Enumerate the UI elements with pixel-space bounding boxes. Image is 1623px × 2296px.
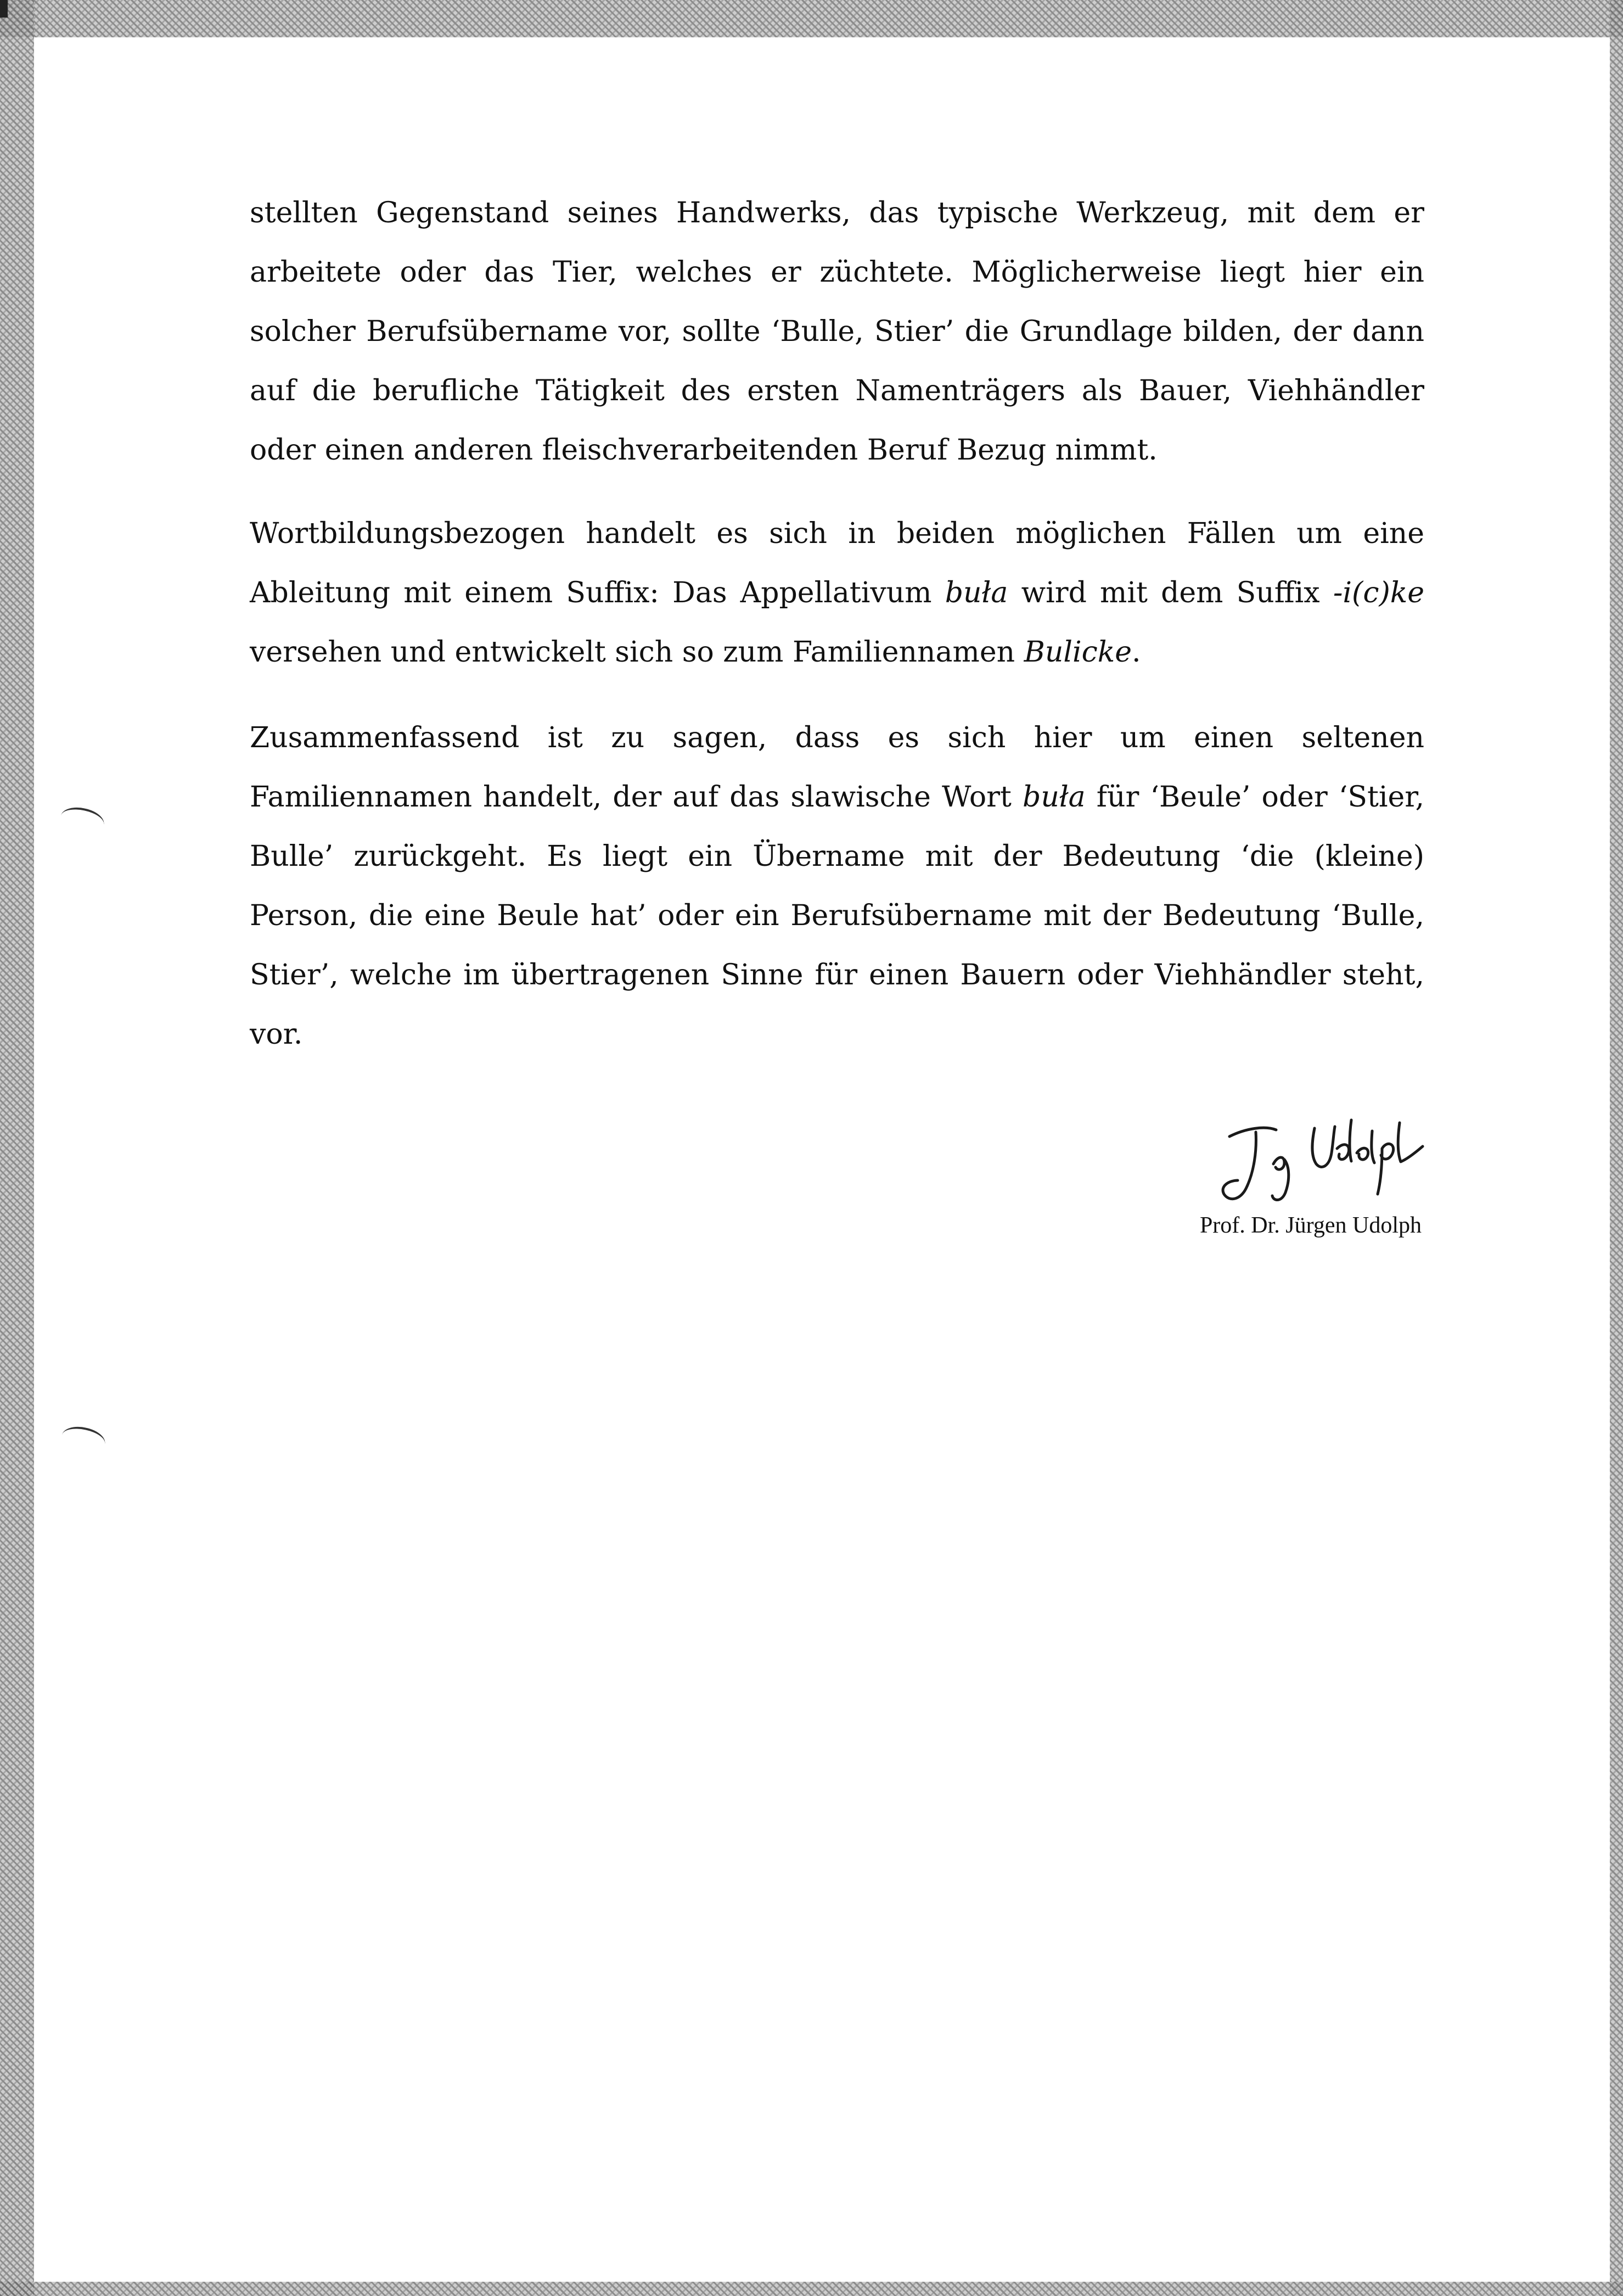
italic-term: Bulicke: [1024, 636, 1132, 669]
paragraph-2: [250, 504, 1424, 682]
text-run: .: [1132, 636, 1141, 669]
scan-border-left: [0, 0, 34, 2296]
text-run: stellten Gegenstand seines Handwerks, das typische Werkzeug, mit dem er arbeitete oder das Tier, welches er züchtete. Möglicherweise liegt hier ein solcher Berufsübername vor, sollte ‘Bulle, Stier’ die Grundlage bilden, der dann auf die berufliche Tätigkeit des ersten Namenträgers als Bauer, Viehhändler oder einen anderen fleischverarbeitenden Beruf Bezug nimmt.: [250, 197, 1424, 467]
text-run: Zusammenfassend ist zu sagen, dass es sich hier um einen seltenen Familiennamen handelt, der auf das slawische Wort: [250, 721, 1424, 814]
text-run: versehen und entwickelt sich so zum Familiennamen: [250, 636, 1024, 669]
punch-hole-mark: [58, 804, 106, 837]
scan-border-bottom: [0, 2282, 1623, 2296]
text-run: für ‘Beule’ oder ‘Stier, Bulle’ zurückgeht. Es liegt ein Übername mit der Bedeutung ‘die (kleine) Person, die eine Beule hat’ oder ein Berufsübername mit der Bedeutung ‘Bulle, Stier’, welche im übertragenen Sinne für einen Bauern oder Viehhändler steht, vor.: [250, 781, 1424, 1051]
paragraph-3: [250, 708, 1424, 1064]
text-run: Wortbildungsbezogen handelt es sich in beiden möglichen Fällen um eine Ableitung mit einem Suffix: Das Appellativum: [250, 517, 1424, 609]
italic-term: buła: [1023, 781, 1086, 814]
scan-border-right: [1610, 0, 1623, 2296]
scan-corner-mark: [0, 0, 8, 18]
signer-name: Prof. Dr. Jürgen Udolph: [1199, 1213, 1422, 1238]
text-run: wird mit dem Suffix: [1008, 576, 1333, 609]
paragraph-1: [250, 183, 1424, 480]
italic-term: -i(c)ke: [1333, 576, 1425, 609]
scan-border-top: [0, 0, 1623, 37]
handwritten-signature: [1208, 1098, 1438, 1213]
italic-term: buła: [945, 576, 1008, 609]
punch-hole-mark: [59, 1423, 107, 1456]
